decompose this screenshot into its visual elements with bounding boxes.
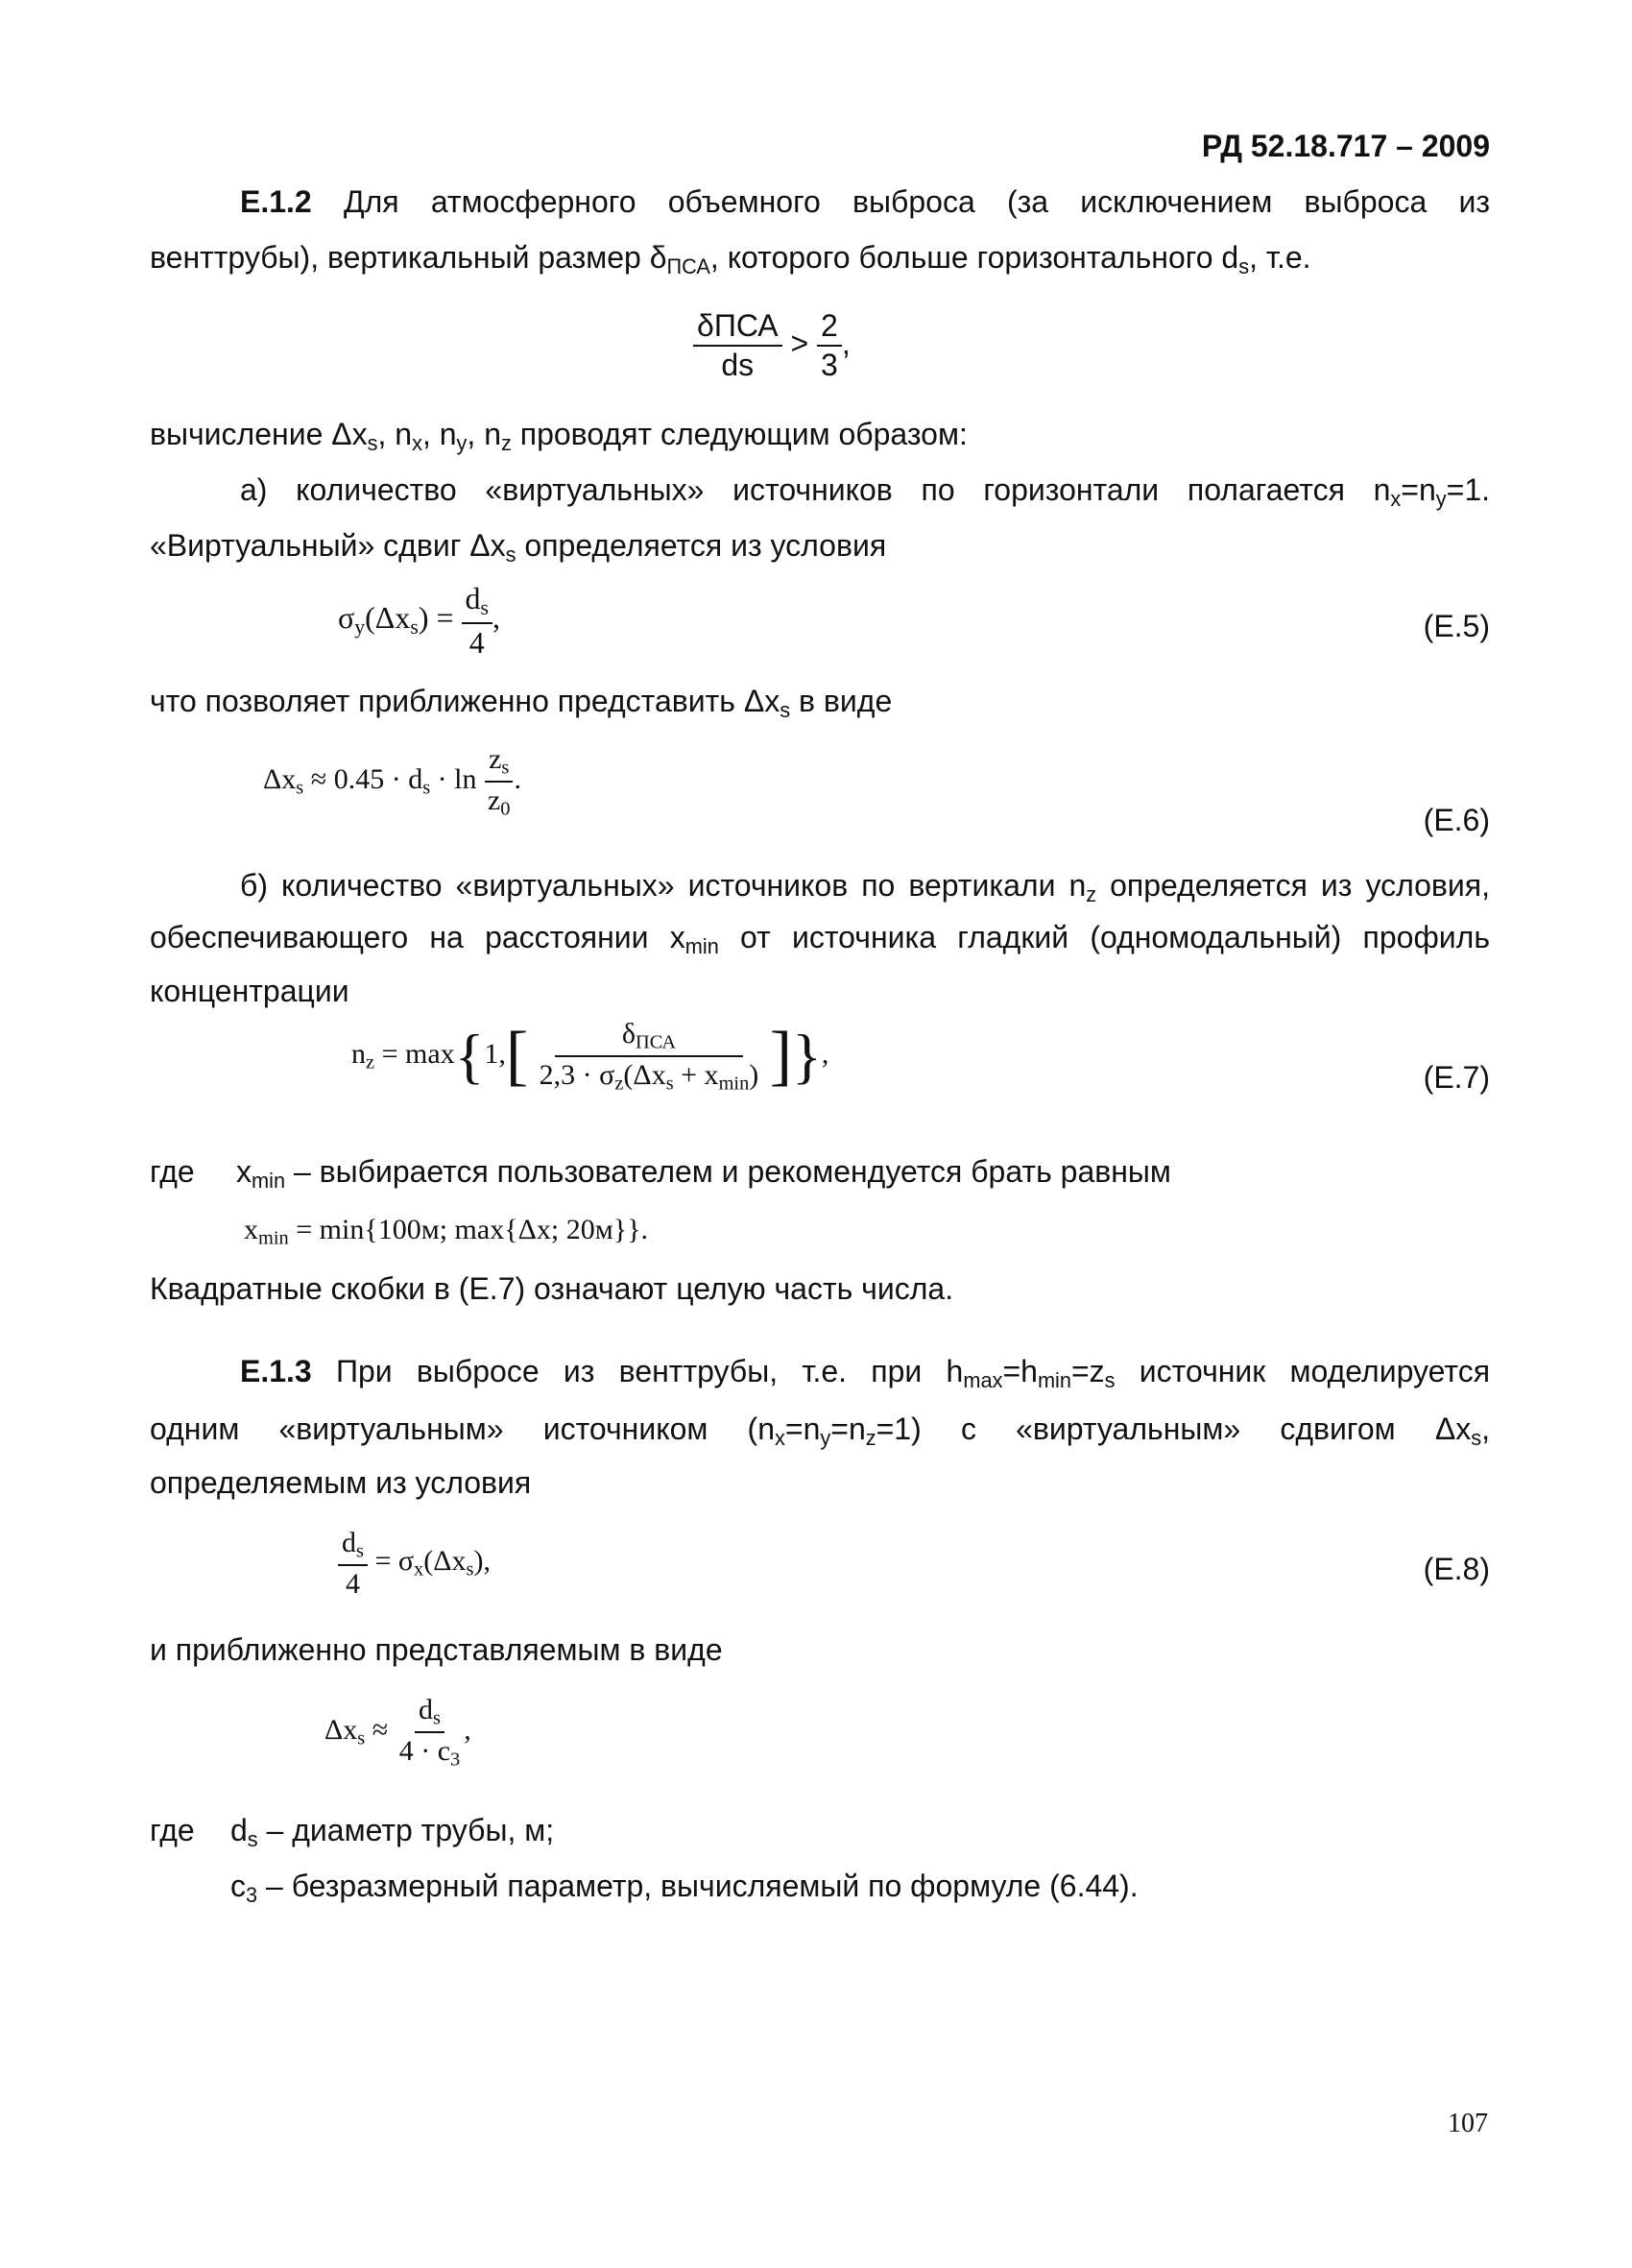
item-b-line3: концентрации (150, 974, 349, 1008)
calc-line: вычисление $\Delta x_s$, $n_x$, $n_y$, $n_z$ проводят следующим образом: (150, 417, 968, 456)
equation-e7: $n_z = \max\{1$,[ $\frac{\delta_{ПСА}}{2,3 \cdot \sigma_z(\Delta x_s + x_{min})}$ ]}, (351, 1018, 829, 1095)
equation-e6-label: (Е.6) (1423, 803, 1490, 837)
where2-line1: $d_s$ – диаметр трубы, м; (230, 1813, 555, 1852)
where2-label: где (150, 1813, 195, 1847)
text-after-e8: и приближенно представляемым в виде (150, 1632, 723, 1667)
section-e13-line3: определяемым из условия (150, 1465, 532, 1500)
item-b-line1: б) количество «виртуальных» источников по вертикали $n_z$ определяется из условия, (240, 868, 1491, 907)
equation-e6: $\Delta x_s \approx 0.45 \cdot d_s \cdot \ln$ $\frac{z_s}{z_0}$ . (263, 743, 521, 820)
where2-line2: $c_3$ – безразмерный параметр, вычисляемый по формуле (6.44). (230, 1869, 1139, 1908)
where1-text: $x_{min}$ – выбирается пользователем и рекомендуется брать равным (236, 1154, 1171, 1194)
section-e12-line1: Е.1.2 Для атмосферного объемного выброса (за исключением выброса из (240, 184, 1491, 219)
item-a-line1: а) количество «виртуальных» источников по горизонтали полагается $n_x=n_y=1$. (240, 472, 1490, 512)
equation-e7-label: (Е.7) (1423, 1060, 1490, 1095)
item-b-line2: обеспечивающего на расстоянии $x_{min}$ от источника гладкий (одномодальный) профиль (150, 920, 1491, 959)
section-e13-line2: одним «виртуальным» источником $(n_x=n_y=n_z=1)$ с «виртуальным» сдвигом $\Delta x_s$, (150, 1411, 1491, 1451)
equation-e5: $\sigma_y(\Delta x_s)$ = $\frac{d_s}{4}$ , (338, 581, 500, 661)
section-e12-heading: Е.1.2 (240, 184, 312, 219)
note-text: Квадратные скобки в (Е.7) означают целую часть числа. (150, 1271, 954, 1306)
inequality-formula: $\frac{\text{δПСА}}{ds}$ > $\frac{2}{3}$ , (693, 309, 851, 382)
equation-e5-label: (Е.5) (1423, 609, 1490, 643)
where1-label: где (150, 1154, 195, 1189)
xmin-equation: $x_{min} = \min\{100м$; max{Δx; 20м}}. (244, 1214, 649, 1249)
page-number: 107 (1448, 2109, 1488, 2138)
equation-e8: $\frac{d_s}{4}$ = $\sigma_x(\Delta x_s)$, (338, 1527, 491, 1600)
section-e12-line2: венттрубы), вертикальный размер $\delta_{ПСА}$, которого больше горизонтального $d_s$, т.е. (150, 240, 1311, 279)
text-after-e5: что позволяет приближенно представить $\Delta x_s$ в виде (150, 684, 893, 723)
section-e13-line1: Е.1.3 При выбросе из венттрубы, т.е. при $h_{max}=h_{min}=z_s$ источник моделируется (240, 1354, 1491, 1393)
item-a-line2: «Виртуальный» сдвиг $\Delta x_s$ определяется из условия (150, 528, 887, 567)
equation-e8-label: (Е.8) (1423, 1552, 1490, 1586)
document-code: РД 52.18.717 – 2009 (1201, 129, 1490, 163)
section-e13-heading: Е.1.3 (240, 1354, 312, 1388)
equation-approx: $\Delta x_s$ ≈ $\frac{d_s}{4 \cdot c_3}$ , (324, 1694, 471, 1771)
